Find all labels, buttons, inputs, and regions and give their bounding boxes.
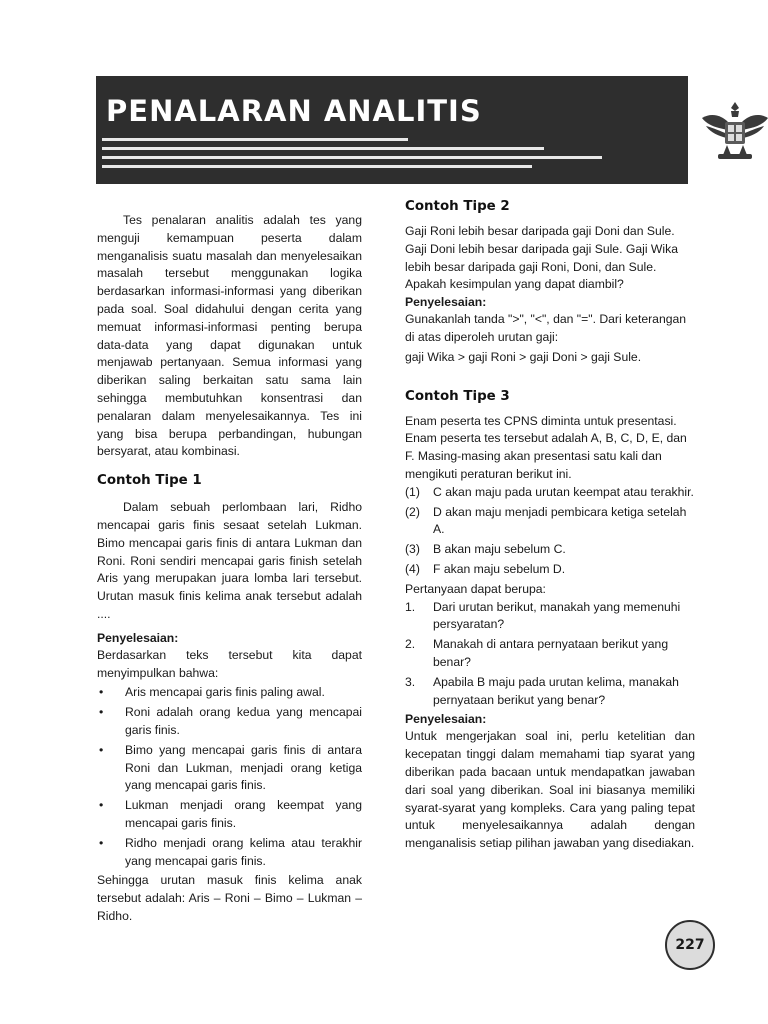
item-text: Dari urutan berikut, manakah yang memenuhi persyaratan? <box>433 599 681 632</box>
tipe1-bullet-list <box>97 684 362 870</box>
banner-rule <box>102 138 408 141</box>
tipe2-jawaban: Gunakanlah tanda ">", "<", dan "=". Dari keterangan di atas diperoleh urutan gaji: <box>405 312 687 344</box>
chapter-banner <box>96 76 688 184</box>
tipe3-heading: Contoh Tipe 3 <box>405 388 510 404</box>
list-item: • Ridho menjadi orang kelima atau terakhir yang mencapai garis finis. <box>97 835 362 871</box>
list-item <box>405 504 695 540</box>
list-item: • Bimo yang mencapai garis finis di antara Roni dan Lukman, menjadi orang ketiga yang mencapai garis finis. <box>97 742 362 795</box>
item-text: B akan maju sebelum C. <box>433 542 566 557</box>
item-text: C akan maju pada urutan keempat atau terakhir. <box>433 484 694 499</box>
tipe3-soal: Enam peserta tes CPNS diminta untuk presentasi. Enam peserta tes tersebut adalah A, B, C, D, E, dan F. Masing-masing akan presentasi satu kali dan mengikuti peraturan berikut ini. <box>405 413 687 481</box>
tipe1-penyelesaian-label: Penyelesaian: <box>97 630 179 645</box>
tipe1-kesimpulan: Sehingga urutan masuk finis kelima anak tersebut adalah: Aris – Roni – Bimo – Lukman – Ridho. <box>97 873 362 923</box>
item-number: (3) <box>405 542 420 557</box>
item-number: (4) <box>405 561 420 576</box>
right-column <box>405 197 695 853</box>
chapter-title: PENALARAN ANALITIS <box>106 94 482 128</box>
tipe3-pertanyaan-label: Pertanyaan dapat berupa: <box>405 581 546 596</box>
page-number: 227 <box>665 920 715 970</box>
tipe1-heading: Contoh Tipe 1 <box>97 473 202 489</box>
tipe2-urutan: gaji Wika > gaji Roni > gaji Doni > gaji Sule. <box>405 349 642 364</box>
banner-rule <box>102 156 602 159</box>
list-item <box>405 674 695 710</box>
tipe1-lead: Berdasarkan teks tersebut kita dapat menyimpulkan bahwa: <box>97 647 362 680</box>
banner-rule <box>102 147 544 150</box>
tipe3-penyelesaian-label: Penyelesaian: <box>405 712 487 727</box>
tipe2-heading: Contoh Tipe 2 <box>405 199 510 214</box>
list-item: • Aris mencapai garis finis paling awal. <box>97 684 362 702</box>
item-number: 1. <box>405 599 416 614</box>
item-text: D akan maju menjadi pembicara ketiga setelah A. <box>433 504 687 537</box>
tipe3-aturan-list <box>405 484 695 579</box>
item-text: Manakah di antara pernyataan berikut yang benar? <box>433 637 669 669</box>
tipe2-penyelesaian-label: Penyelesaian: <box>405 295 487 310</box>
intro-paragraph: Tes penalaran analitis adalah tes yang menguji kemampuan peserta dalam menganalisis suatu masalah dan menyelesaikan masalah tersebut menggunakan logika berdasarkan informasi-informasi yang diberikan pada soal. Soal didahului dengan cerita yang memuat informasi-informasi penting berupa data-data yang dapat digunakan untuk menjawab pertanyaan. Semua informasi yang diberikan saling berkaitan satu sama lain sehingga membutuhkan konsentrasi dan penalaran dalam menyelesaikannya. Tes ini yang bisa berupa perbandingan, hubungan bersyarat, atau kombinasi. <box>97 213 362 459</box>
item-text: Apabila B maju pada urutan kelima, manakah pernyataan berikut yang benar? <box>433 674 679 707</box>
list-item: • Lukman menjadi orang keempat yang mencapai garis finis. <box>97 797 362 833</box>
tipe2-soal: Gaji Roni lebih besar daripada gaji Doni dan Sule. Gaji Doni lebih besar daripada gaji Sule. Gaji Wika lebih besar daripada gaji Roni, Doni, dan Sule. Apakah kesimpulan yang dapat diambil? <box>405 224 679 292</box>
list-item <box>405 541 695 559</box>
left-column <box>97 212 362 926</box>
item-number: 2. <box>405 637 416 652</box>
item-number: (1) <box>405 484 420 499</box>
garuda-emblem-icon <box>694 88 768 172</box>
list-item: • Roni adalah orang kedua yang mencapai garis finis. <box>97 704 362 740</box>
list-item <box>405 636 695 672</box>
list-item <box>405 484 695 502</box>
banner-rule <box>102 165 532 168</box>
tipe3-penyelesaian: Untuk mengerjakan soal ini, perlu ketelitian dan kecepatan tinggi dalam memahami tiap syarat yang diberikan pada bacaan untuk mendapatkan jawaban dari soal yang diberikan. Soal ini biasanya memiliki syarat-syarat yang kompleks. Cara yang paling tepat untuk menyelesaikannya adalah dengan menganalisis setiap pilihan jawaban yang disediakan. <box>405 729 695 851</box>
item-number: 3. <box>405 674 416 689</box>
item-number: (2) <box>405 504 420 519</box>
list-item <box>405 561 695 579</box>
list-item <box>405 599 695 635</box>
tipe3-pertanyaan-list <box>405 599 695 710</box>
item-text: F akan maju sebelum D. <box>433 561 566 576</box>
tipe1-soal: Dalam sebuah perlombaan lari, Ridho mencapai garis finis sesaat setelah Lukman. Bimo mencapai garis finis di antara Lukman dan Roni. Roni sendiri mencapai garis finish setelah Aris yang merupakan juara lomba lari tersebut. Urutan masuk finis kelima anak tersebut adalah .... <box>97 500 362 621</box>
